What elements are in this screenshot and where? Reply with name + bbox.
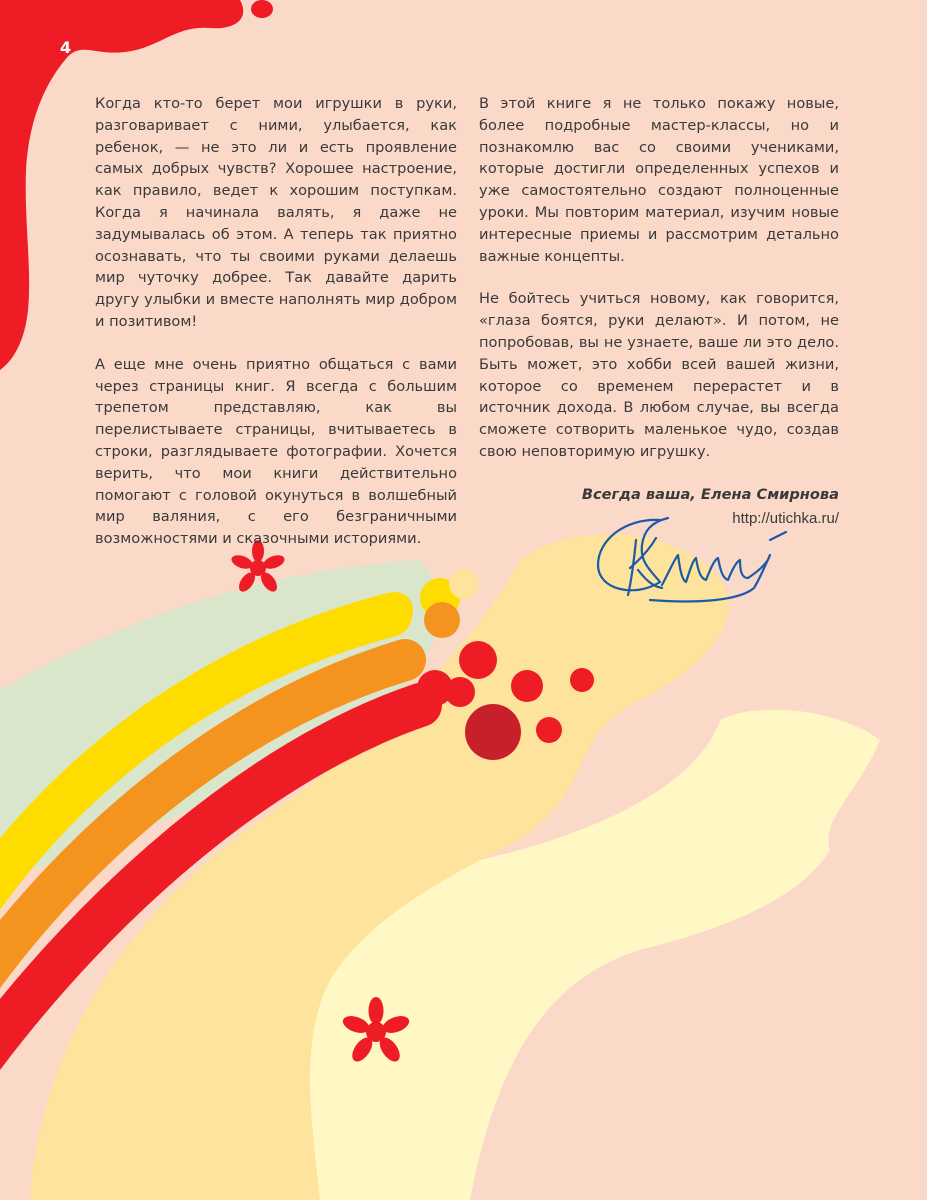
paragraph: Когда кто-то берет мои игрушки в руки, разговаривает с ними, улыбается, как ребенок, — не это ли и есть проявление самых добрых чувств? Хорошее настроение, как правило, ведет к хорошим поступкам. Когда я начинала валять, я даже не задумывалась об этом. А теперь так приятно осознавать, что ты своими руками делаешь мир чуточку добрее. Так давайте дарить другу улыбки и вместе наполнять мир добром и позитивом! [95, 95, 457, 330]
sign-off: Всегда ваша, Елена Смирнова [581, 485, 839, 503]
red-dot [445, 677, 475, 707]
paragraph: Не бойтесь учиться новому, как говорится, «глаза боятся, руки делают». И потом, не попробовав, вы не узнаете, ваше ли это дело. Быть может, это хобби всей вашей жизни, которое со временем перерастет и в источник дохода. В любом случае, вы всегда сможете сотворить маленькое чудо, создав свою неповторимую игрушку. [479, 290, 839, 460]
right-column [479, 93, 839, 529]
paragraph: В этой книге я не только покажу новые, более подробные мастер-классы, но и познакомлю вас со своими учениками, которые достигли определенных успехов и уже самостоятельно создают полноценные уроки. Мы повторим материал, изучим новые интересные приемы и рассмотрим детально важные концепты. [479, 95, 839, 265]
paragraph: А еще мне очень приятно общаться с вами через страницы книг. Я всегда с большим трепетом представляю, как вы перелистываете страницы, вчитываетесь в строки, разглядываете фотографии. Хочется верить, что мои книги действительно помогают с головой окунуться в волшебный мир валяния, с его безграничными возможностями и сказочными историями. [95, 355, 457, 548]
yellow-dot [377, 592, 413, 628]
pale-yellow-dot [449, 569, 479, 599]
page-number: 4 [60, 38, 72, 57]
red-dot [511, 670, 543, 702]
red-dot [570, 668, 594, 692]
red-paint-drop [251, 0, 273, 18]
website-link[interactable]: http://utichka.ru/ [732, 509, 839, 527]
orange-dot [424, 602, 460, 638]
left-column [95, 93, 457, 571]
dark-red-dot [465, 704, 521, 760]
handwritten-signature [590, 500, 795, 620]
red-dot [536, 717, 562, 743]
red-dot [459, 641, 497, 679]
